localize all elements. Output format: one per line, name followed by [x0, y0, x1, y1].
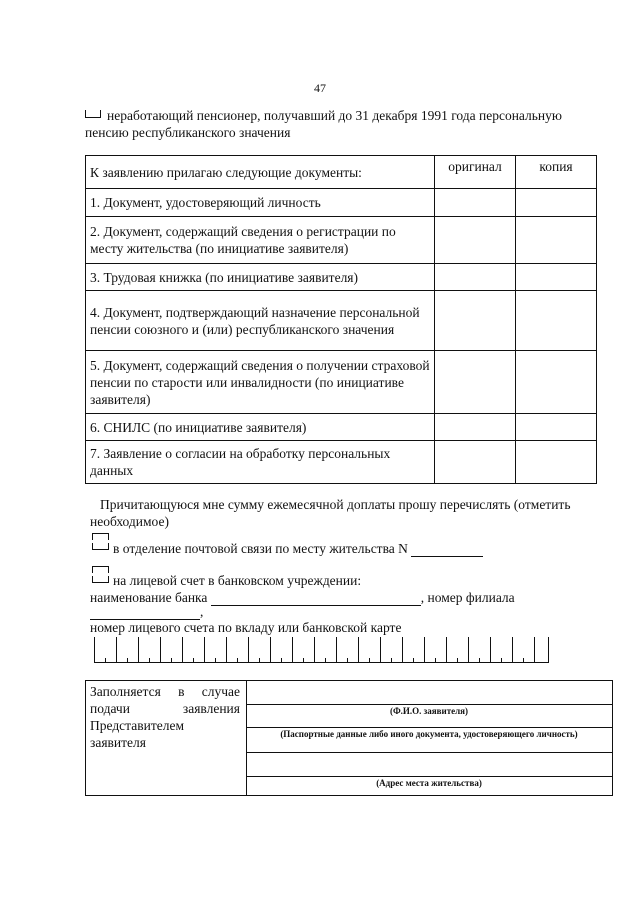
bank-details-line: наименование банка , номер филиала [90, 590, 515, 605]
document-row [86, 189, 597, 217]
fio-field-line[interactable] [246, 704, 612, 705]
payment-intro: Причитающуюся мне сумму ежемесячной доплаты прошу перечислять (отметить необходимое) [90, 497, 571, 529]
document-row [86, 217, 597, 264]
passport-caption: (Паспортные данные либо иного документа, удостоверяющего личность) [280, 729, 578, 739]
document-name: 2. Документ, содержащий сведения о регистрации по месту жительства (по инициативе заявителя) [86, 217, 435, 264]
original-cell[interactable] [435, 264, 516, 291]
original-column-header: оригинал [435, 156, 516, 189]
pensioner-checkbox[interactable] [85, 110, 101, 118]
copy-cell[interactable] [516, 264, 597, 291]
account-number-label: номер лицевого счета по вкладу или банковской карте [90, 620, 402, 635]
document-row [86, 441, 597, 484]
representative-note-cell [86, 681, 247, 796]
copy-cell[interactable] [516, 441, 597, 484]
branch-number-line: , [90, 603, 203, 620]
post-office-option [113, 540, 483, 557]
copy-cell[interactable] [516, 217, 597, 264]
post-office-checkbox[interactable] [92, 533, 108, 551]
copy-column-header: копия [516, 156, 597, 189]
post-office-number-field[interactable] [411, 556, 483, 557]
copy-cell[interactable] [516, 414, 597, 441]
document-row [86, 291, 597, 351]
bank-account-label: на лицевой счет в банковском учреждении: [113, 573, 362, 588]
documents-table-header [86, 156, 597, 189]
documents-header-label: К заявлению прилагаю следующие документы: [86, 156, 435, 189]
post-office-label: в отделение почтовой связи по месту жительства N [113, 541, 408, 556]
original-cell[interactable] [435, 217, 516, 264]
address-caption: (Адрес места жительства) [376, 778, 482, 788]
fio-caption: (Ф.И.О. заявителя) [389, 706, 469, 716]
pensioner-option [85, 107, 605, 141]
document-name: 1. Документ, удостоверяющий личность [86, 189, 435, 217]
copy-cell[interactable] [516, 351, 597, 414]
original-cell[interactable] [435, 414, 516, 441]
document-name: 5. Документ, содержащий сведения о получении страховой пенсии по старости или инвалидности (по инициативе заявителя) [86, 351, 435, 414]
bank-account-checkbox[interactable] [92, 566, 108, 584]
original-cell[interactable] [435, 189, 516, 217]
document-row [86, 351, 597, 414]
original-cell[interactable] [435, 441, 516, 484]
pensioner-option-text: неработающий пенсионер, получавший до 31 декабря 1991 года персональную пенсию республиканского значения [85, 108, 562, 140]
copy-cell[interactable] [516, 189, 597, 217]
document-name: 3. Трудовая книжка (по инициативе заявителя) [86, 264, 435, 291]
bank-name-label: наименование банка [90, 590, 208, 605]
account-number-grid[interactable] [94, 637, 549, 663]
documents-table [85, 155, 597, 484]
representative-note: Заполняется в случае подачи заявления Представителем заявителя [90, 684, 240, 750]
original-cell[interactable] [435, 291, 516, 351]
document-row [86, 264, 597, 291]
bank-name-field[interactable] [211, 605, 421, 606]
document-row [86, 414, 597, 441]
branch-label: номер филиала [427, 590, 515, 605]
passport-field-line[interactable] [246, 727, 612, 728]
copy-cell[interactable] [516, 291, 597, 351]
document-name: 6. СНИЛС (по инициативе заявителя) [86, 414, 435, 441]
passport-extra-line[interactable] [246, 752, 612, 753]
page-number: 47 [314, 81, 326, 95]
address-field-line[interactable] [246, 776, 612, 777]
document-name: 7. Заявление о согласии на обработку персональных данных [86, 441, 435, 484]
document-name: 4. Документ, подтверждающий назначение персональной пенсии союзного и (или) республиканского значения [86, 291, 435, 351]
original-cell[interactable] [435, 351, 516, 414]
